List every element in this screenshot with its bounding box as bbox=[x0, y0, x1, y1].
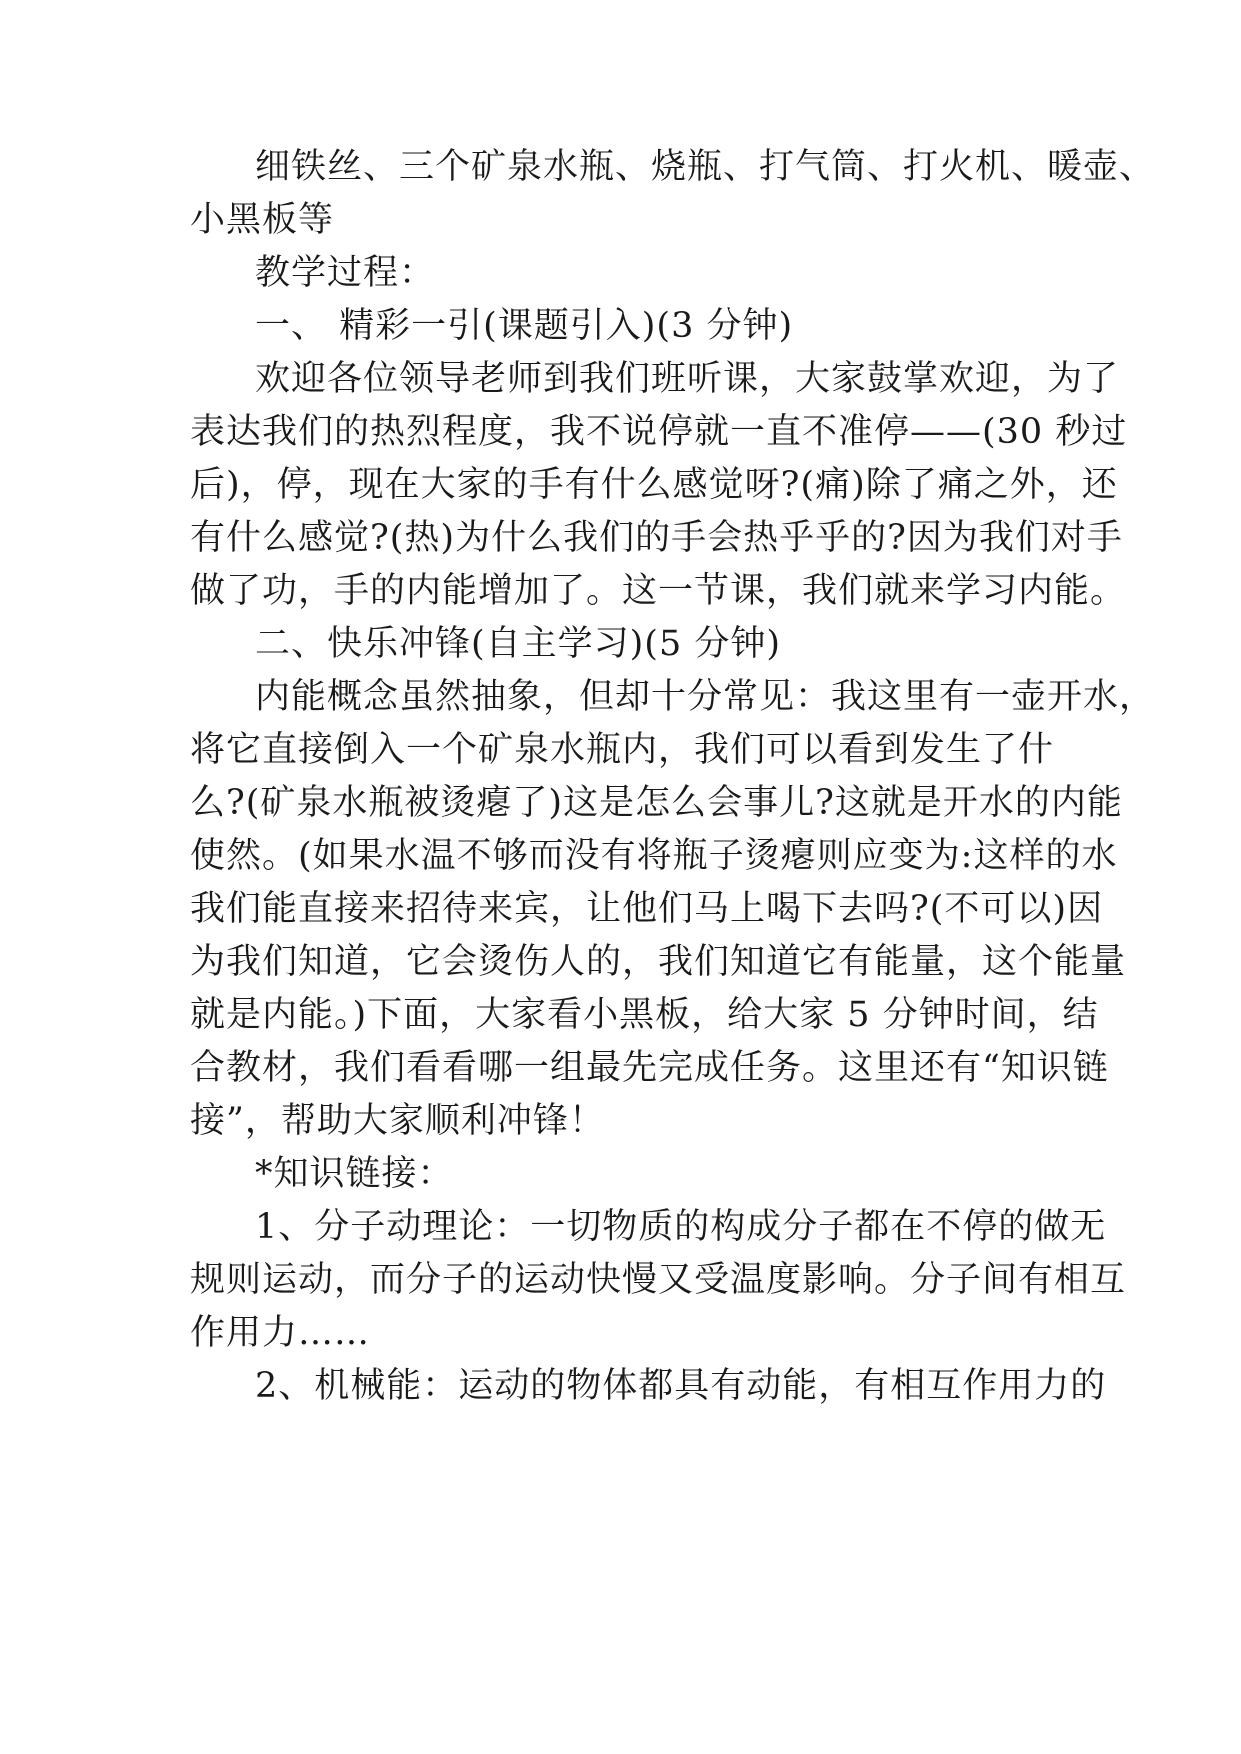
text-line-intro-4: 有什么感觉?(热)为什么我们的手会热乎乎的?因为我们对手 bbox=[190, 518, 1123, 558]
section-heading-process: 教学过程： bbox=[255, 253, 436, 293]
text-line-materials: 细铁丝、三个矿泉水瓶、烧瓶、打气筒、打火机、暖壶、 bbox=[255, 147, 1156, 187]
text-line-intro-2: 表达我们的热烈程度，我不说停就一直不准停——(30 秒过 bbox=[190, 412, 1128, 452]
section-heading-knowledge-link: *知识链接： bbox=[255, 1154, 454, 1194]
text-line-intro-3: 后)，停，现在大家的手有什么感觉呀?(痛)除了痛之外，还 bbox=[190, 465, 1118, 505]
text-line-study-4: 使然。(如果水温不够而没有将瓶子烫瘪则应变为:这样的水 bbox=[190, 836, 1118, 876]
text-line-knowledge-1: 1、分子动理论：一切物质的构成分子都在不停的做无 bbox=[255, 1207, 1107, 1247]
text-line-study-3: 么?(矿泉水瓶被烫瘪了)这是怎么会事儿?这就是开水的内能 bbox=[190, 783, 1123, 823]
text-line-materials-cont: 小黑板等 bbox=[190, 200, 335, 240]
text-line-study-7: 就是内能。)下面，大家看小黑板，给大家 5 分钟时间，结 bbox=[190, 995, 1099, 1035]
text-line-study-6: 为我们知道，它会烫伤人的，我们知道它有能量，这个能量 bbox=[190, 942, 1127, 982]
text-line-study-5: 我们能直接来招待来宾，让他们马上喝下去吗?(不可以)因 bbox=[190, 889, 1104, 929]
text-line-intro-1: 欢迎各位领导老师到我们班听课，大家鼓掌欢迎，为了 bbox=[255, 359, 1120, 399]
text-line-knowledge-4: 2、机械能：运动的物体都具有动能，有相互作用力的 bbox=[255, 1366, 1107, 1406]
text-line-intro-5: 做了功，手的内能增加了。这一节课，我们就来学习内能。 bbox=[190, 571, 1127, 611]
section-heading-self-study: 二、快乐冲锋(自主学习)(5 分钟) bbox=[255, 624, 782, 664]
text-line-study-1: 内能概念虽然抽象，但却十分常见：我这里有一壶开水， bbox=[255, 677, 1156, 717]
section-heading-intro: 一、 精彩一引(课题引入)(3 分钟) bbox=[255, 306, 794, 346]
text-line-study-2: 将它直接倒入一个矿泉水瓶内，我们可以看到发生了什 bbox=[190, 730, 1055, 770]
text-line-knowledge-2: 规则运动，而分子的运动快慢又受温度影响。分子间有相互 bbox=[190, 1260, 1127, 1300]
text-line-study-8: 合教材，我们看看哪一组最先完成任务。这里还有“知识链 bbox=[190, 1048, 1109, 1088]
text-line-study-9: 接”，帮助大家顺利冲锋！ bbox=[190, 1101, 605, 1141]
text-line-knowledge-3: 作用力…… bbox=[190, 1313, 371, 1353]
